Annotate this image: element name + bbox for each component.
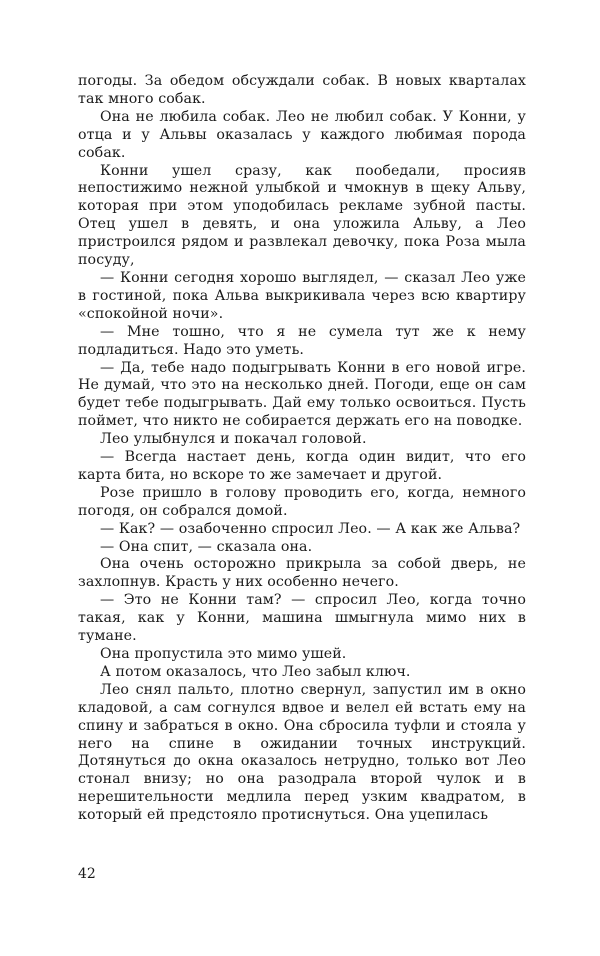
paragraph-3: Конни ушел сразу, как пообедали, просияв непостижимо нежной улыбкой и чмокнув в щеку Альву, которая при этом уподобилась рекламе зубной пасты. Отец ушел в девять, и она уложила Альву, а Лео пристроился рядом и развлекал девочку, пока Роза мыла посуду,	[78, 162, 526, 269]
paragraph-8: — Всегда настает день, когда один видит, что его карта бита, но вскоре то же замечает и другой.	[78, 449, 526, 483]
paragraph-15: А потом оказалось, что Лео забыл ключ.	[100, 663, 411, 680]
paragraph-9: Розе пришло в голову проводить его, когда, немного погодя, он собрался домой.	[78, 484, 526, 519]
paragraph-12: Она очень осторожно прикрыла за собой дверь, не захлопнув. Красть у них особенно нечего.	[78, 556, 526, 591]
paragraph-7: Лео улыбнулся и покачал головой.	[100, 431, 367, 448]
paragraph-11: — Она спит, — сказала она.	[100, 538, 313, 555]
page-number: 42	[78, 866, 96, 882]
paragraph-10: — Как? — озабоченно спросил Лео. — А как же Альва?	[100, 520, 521, 537]
paragraph-2: Она не любила собак. Лео не любил собак. У Конни, у отца и у Альвы оказалась у каждого любимая порода собак.	[78, 108, 526, 161]
paragraph-1: погоды. За обедом обсуждали собак. В новых кварталах так много собак.	[78, 73, 526, 107]
paragraph-5: — Мне тошно, что я не сумела тут же к нему подладиться. Надо это уметь.	[78, 323, 526, 358]
paragraph-4: — Конни сегодня хорошо выглядел, — сказал Лео уже в гостиной, пока Альва выкрикивала через всю квартиру «спокойной ночи».	[78, 269, 526, 322]
paragraph-14: Она пропустила это мимо ушей.	[100, 646, 347, 662]
paragraph-6: — Да, тебе надо подыгрывать Конни в его новой игре. Не думай, что это на несколько дней. Погоди, еще он сам будет тебе подыгрывать. Дай ему только освоиться. Пусть поймет, что никто не собирается держать его на поводке.	[78, 359, 526, 430]
paragraph-13: — Это не Конни там? — спросил Лео, когда точно такая, как у Конни, машина шмыгнула мимо них в тумане.	[78, 592, 526, 645]
paragraph-16: Лео снял пальто, плотно свернул, запустил им в окно кладовой, а сам согнулся вдвое и велел ей встать ему на спину и забраться в окно. Она сбросила туфли и стояла у него на спине в ожидании точных инструкций. Дотянуться до окна оказалось нетрудно, только вот Лео стонал внизу; но она разодрала второй чулок и в нерешительности медлила перед узким квадратом, в который ей предстояло протиснуться. Она уцепилась	[78, 681, 526, 824]
page-body	[78, 73, 526, 825]
